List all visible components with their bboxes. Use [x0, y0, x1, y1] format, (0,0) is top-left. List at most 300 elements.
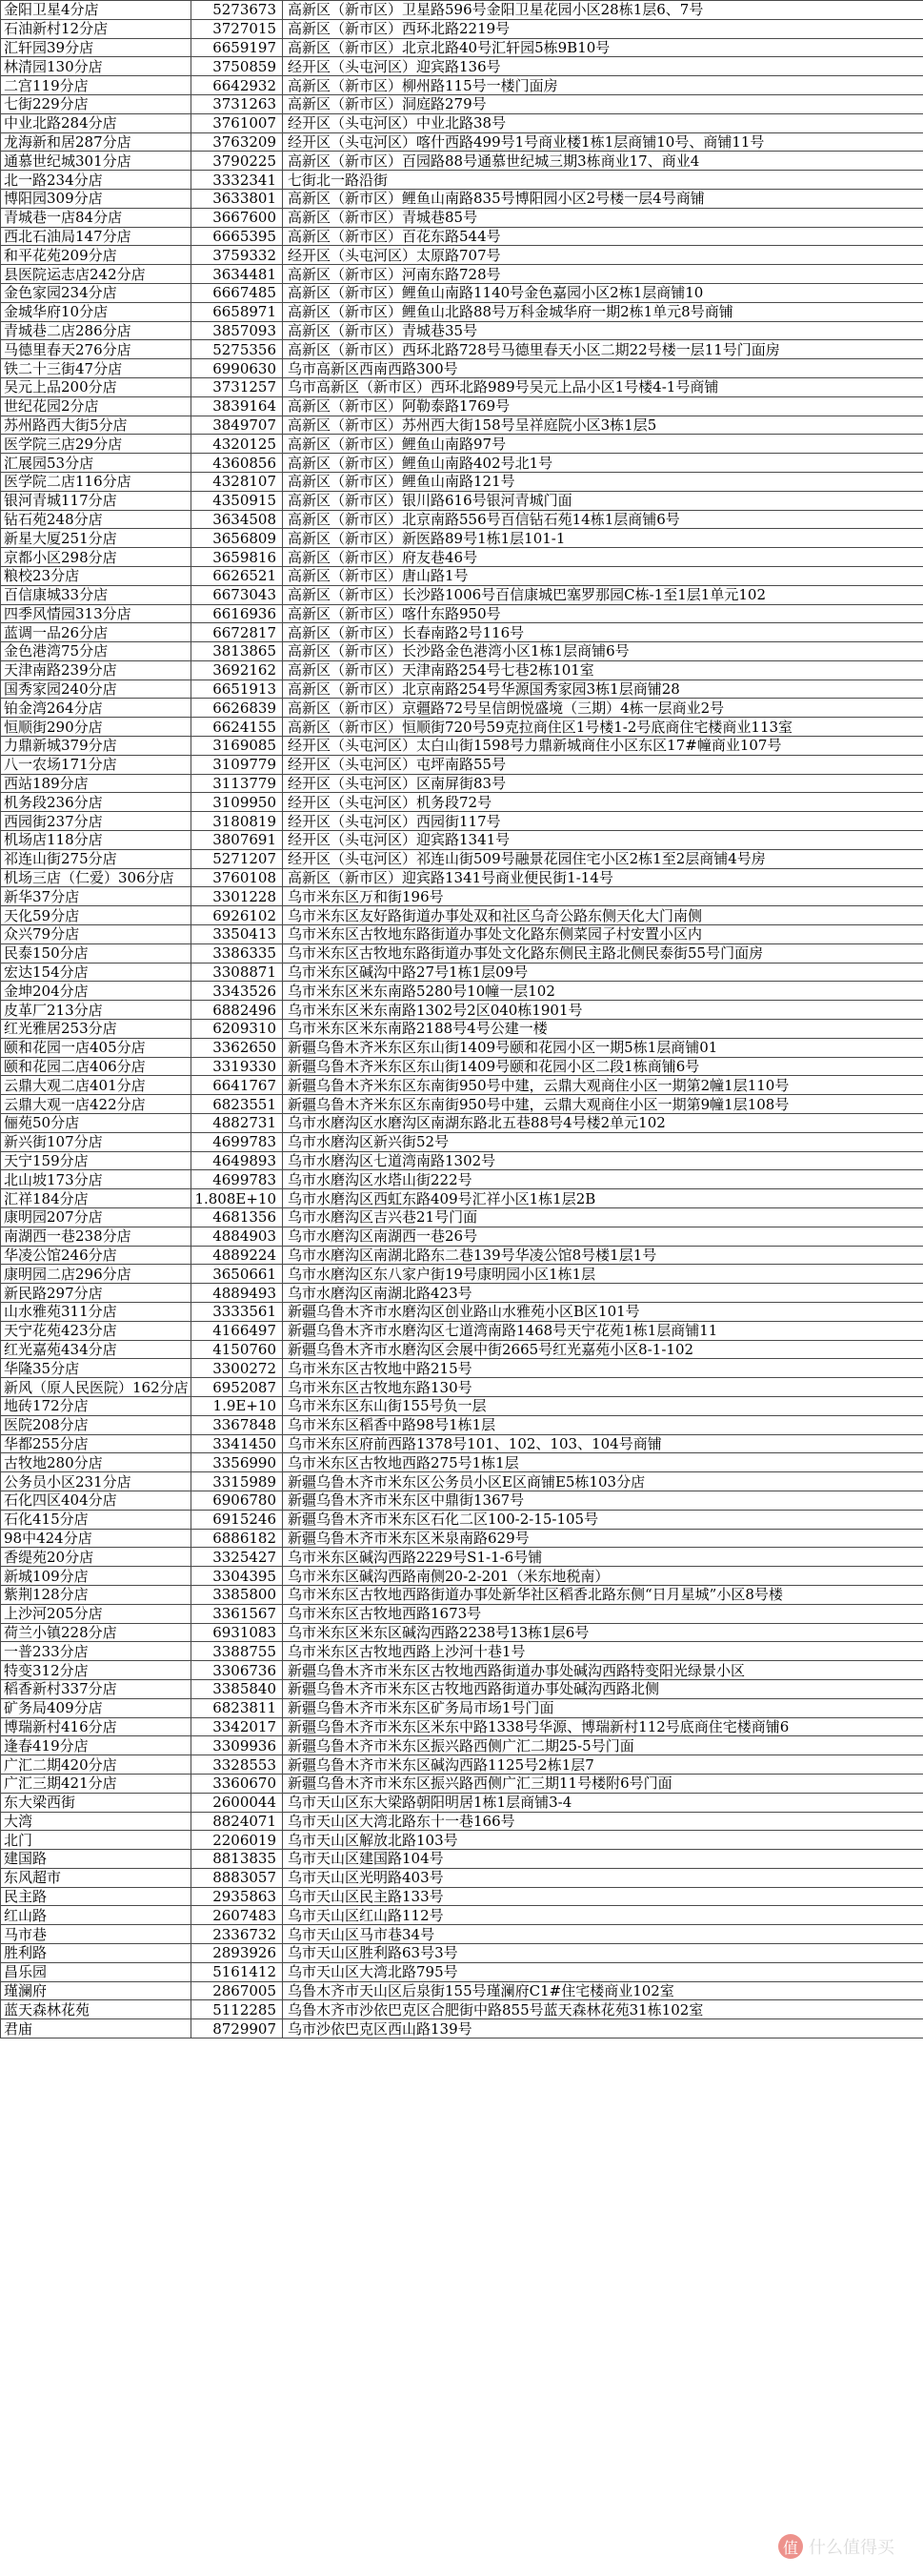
table-row [1, 623, 923, 642]
store-address-cell: 新疆乌鲁木齐市米东区米泉南路629号 [283, 1529, 923, 1548]
store-phone-cell: 3759332 [191, 246, 283, 265]
store-address-cell: 乌市米东区古牧地东路130号 [283, 1378, 923, 1397]
table-row [1, 76, 923, 95]
store-phone-cell: 3169085 [191, 737, 283, 756]
store-phone-cell: 1.9E+10 [191, 1396, 283, 1415]
store-phone-cell: 3328553 [191, 1755, 283, 1775]
store-address-cell: 高新区（新市区）青城巷35号 [283, 321, 923, 340]
store-name-cell: 东大梁西街 [1, 1793, 191, 1812]
store-phone-cell: 4320125 [191, 435, 283, 454]
store-phone-cell: 6672817 [191, 623, 283, 642]
store-address-cell: 高新区（新市区）迎宾路1341号商业便民街1-14号 [283, 868, 923, 887]
store-name-cell: 大湾 [1, 1812, 191, 1831]
store-address-cell: 高新区（新市区）长沙路金色港湾小区1栋1层商铺6号 [283, 642, 923, 661]
store-phone-cell: 6823811 [191, 1698, 283, 1717]
table-row [1, 831, 923, 850]
store-address-cell: 高新区（新市区）鲤鱼山南路835号博阳园小区2号楼一层4号商铺 [283, 189, 923, 208]
store-name-cell: 恒顺街290分店 [1, 718, 191, 737]
table-row [1, 529, 923, 548]
store-address-cell: 高新区（新市区）阿勒泰路1769号 [283, 396, 923, 416]
store-address-cell: 乌市米东区米东南路5280号10幢一层102 [283, 982, 923, 1001]
table-row [1, 1189, 923, 1208]
store-name-cell: 云鼎大观一店422分店 [1, 1095, 191, 1114]
store-address-cell: 新疆乌鲁木齐米东区东南街950号中建，云鼎大观商住小区一期第9幢1层108号 [283, 1095, 923, 1114]
store-address-cell: 高新区（新市区）鲤鱼山南路97号 [283, 435, 923, 454]
store-address-cell: 乌市水磨沟区东八家户街19号康明园小区1栋1层 [283, 1265, 923, 1284]
table-row [1, 359, 923, 378]
store-address-cell: 乌市米东区米东南路2188号4号公建一楼 [283, 1020, 923, 1039]
store-name-cell: 众兴79分店 [1, 925, 191, 944]
store-address-cell: 乌市天山区大湾北路东十一巷166号 [283, 1812, 923, 1831]
table-row [1, 189, 923, 208]
store-name-cell: 八一农场171分店 [1, 755, 191, 774]
store-phone-cell: 3634508 [191, 510, 283, 529]
store-name-cell: 红山路 [1, 1906, 191, 1925]
store-address-cell: 新疆乌鲁木齐市米东区古牧地西路街道办事处碱沟西路北侧 [283, 1679, 923, 1698]
store-name-cell: 林清园130分店 [1, 57, 191, 76]
table-row [1, 2000, 923, 2019]
store-name-cell: 北一路234分店 [1, 171, 191, 190]
table-row [1, 38, 923, 57]
table-row [1, 1604, 923, 1623]
store-address-cell: 新疆乌鲁木齐市米东区中鼎街1367号 [283, 1491, 923, 1510]
store-phone-cell: 3750859 [191, 57, 283, 76]
store-name-cell: 医学院三店29分店 [1, 435, 191, 454]
store-address-cell: 乌市水磨沟区七道湾南路1302号 [283, 1151, 923, 1170]
table-row [1, 57, 923, 76]
store-name-cell: 新风（原人民医院）162分店 [1, 1378, 191, 1397]
store-address-cell: 乌鲁木齐市天山区后泉街155号瑾澜府C1#住宅楼商业102室 [283, 1981, 923, 2000]
store-name-cell: 博瑞新村416分店 [1, 1717, 191, 1736]
store-name-cell: 世纪花园2分店 [1, 396, 191, 416]
table-row [1, 718, 923, 737]
store-name-cell: 新华37分店 [1, 887, 191, 906]
store-name-cell: 西站189分店 [1, 774, 191, 793]
table-row [1, 1925, 923, 1944]
store-address-cell: 高新区（新市区）西环北路728号马德里春天小区二期22号楼一层11号门面房 [283, 340, 923, 359]
store-name-cell: 皮革厂213分店 [1, 1001, 191, 1020]
store-phone-cell: 3315989 [191, 1472, 283, 1491]
store-phone-cell: 6673043 [191, 585, 283, 604]
store-phone-cell: 3332341 [191, 171, 283, 190]
store-phone-cell: 4882731 [191, 1114, 283, 1133]
store-phone-cell: 3300272 [191, 1359, 283, 1378]
store-table-body [1, 1, 923, 2038]
store-name-cell: 西北石油局147分店 [1, 227, 191, 246]
table-row [1, 755, 923, 774]
store-name-cell: 瑾澜府 [1, 1981, 191, 2000]
store-phone-cell: 2893926 [191, 1944, 283, 1963]
store-phone-cell: 3319330 [191, 1057, 283, 1076]
store-address-cell: 乌市水磨沟区南湖西一巷26号 [283, 1227, 923, 1246]
store-phone-cell: 2206019 [191, 1831, 283, 1850]
store-phone-cell: 6624155 [191, 718, 283, 737]
store-address-cell: 新疆乌鲁木齐市米东区古牧地西路街道办事处碱沟西路特变阳光绿景小区 [283, 1661, 923, 1680]
table-row [1, 396, 923, 416]
store-phone-cell: 5112285 [191, 2000, 283, 2019]
store-name-cell: 上沙河205分店 [1, 1604, 191, 1623]
store-name-cell: 马德里春天276分店 [1, 340, 191, 359]
table-row [1, 1755, 923, 1775]
store-address-cell: 乌市天山区解放北路103号 [283, 1831, 923, 1850]
store-phone-cell: 4699783 [191, 1132, 283, 1151]
store-phone-cell: 3356990 [191, 1453, 283, 1472]
store-name-cell: 昌乐园 [1, 1962, 191, 1981]
table-row [1, 1529, 923, 1548]
store-phone-cell: 6626839 [191, 699, 283, 718]
store-phone-cell: 2607483 [191, 1906, 283, 1925]
store-name-cell: 金色家园234分店 [1, 283, 191, 302]
store-address-cell: 乌市水磨沟区吉兴巷21号门面 [283, 1208, 923, 1227]
table-row [1, 1, 923, 20]
table-row [1, 1623, 923, 1642]
store-name-cell: 天宁159分店 [1, 1151, 191, 1170]
store-address-cell: 经开区（头屯河区）中业北路38号 [283, 113, 923, 132]
store-address-cell: 经开区（头屯河区）迎宾路1341号 [283, 831, 923, 850]
table-row [1, 1284, 923, 1303]
store-name-cell: 北山坡173分店 [1, 1170, 191, 1189]
table-row [1, 679, 923, 699]
table-row [1, 906, 923, 925]
store-name-cell: 新民路297分店 [1, 1284, 191, 1303]
store-name-cell: 青城巷一店84分店 [1, 208, 191, 227]
store-phone-cell: 3109950 [191, 793, 283, 812]
store-name-cell: 和平花苑209分店 [1, 246, 191, 265]
store-phone-cell: 3333561 [191, 1302, 283, 1321]
store-name-cell: 天宁花苑423分店 [1, 1321, 191, 1340]
table-row [1, 1698, 923, 1717]
table-row [1, 737, 923, 756]
table-row [1, 1114, 923, 1133]
store-name-cell: 四季风情园313分店 [1, 604, 191, 623]
table-row [1, 283, 923, 302]
store-name-cell: 苏州路西大街5分店 [1, 416, 191, 435]
store-name-cell: 通慕世纪城301分店 [1, 152, 191, 171]
store-address-cell: 高新区（新市区）喀什东路950号 [283, 604, 923, 623]
table-row [1, 227, 923, 246]
store-phone-cell: 4699783 [191, 1170, 283, 1189]
store-name-cell: 医学院二店116分店 [1, 472, 191, 491]
table-row [1, 548, 923, 567]
store-name-cell: 民主路 [1, 1887, 191, 1906]
store-address-cell: 乌市高新区（新市区）西环北路989号吴元上品小区1号楼4-1号商铺 [283, 377, 923, 396]
table-row [1, 1793, 923, 1812]
store-address-cell: 乌市水磨沟区水塔山街222号 [283, 1170, 923, 1189]
store-address-cell: 乌市米东区古牧地西路上沙河十巷1号 [283, 1642, 923, 1661]
store-name-cell: 医院208分店 [1, 1415, 191, 1434]
store-address-cell: 乌市天山区胜利路63号3号 [283, 1944, 923, 1963]
store-name-cell: 香缇苑20分店 [1, 1548, 191, 1567]
store-address-cell: 经开区（头屯河区）屯坪南路55号 [283, 755, 923, 774]
store-phone-cell: 6658971 [191, 302, 283, 321]
store-phone-cell: 2600044 [191, 1793, 283, 1812]
store-phone-cell: 3692162 [191, 660, 283, 679]
table-row [1, 1661, 923, 1680]
store-name-cell: 铁二十三街47分店 [1, 359, 191, 378]
store-name-cell: 荷兰小镇228分店 [1, 1623, 191, 1642]
table-row [1, 1020, 923, 1039]
store-name-cell: 逢春419分店 [1, 1736, 191, 1755]
table-row [1, 1510, 923, 1529]
store-name-cell: 银河青城117分店 [1, 491, 191, 510]
table-row [1, 1981, 923, 2000]
store-name-cell: 汇轩园39分店 [1, 38, 191, 57]
table-row [1, 868, 923, 887]
store-name-cell: 稻香新村337分店 [1, 1679, 191, 1698]
store-phone-cell: 4649893 [191, 1151, 283, 1170]
store-phone-cell: 3807691 [191, 831, 283, 850]
store-name-cell: 博阳园309分店 [1, 189, 191, 208]
table-row [1, 1340, 923, 1359]
store-address-cell: 新疆乌鲁木齐市米东区碱沟西路1125号2栋1层7 [283, 1755, 923, 1775]
store-phone-cell: 3360670 [191, 1774, 283, 1793]
store-name-cell: 七街229分店 [1, 94, 191, 113]
store-phone-cell: 6926102 [191, 906, 283, 925]
table-row [1, 1227, 923, 1246]
table-row [1, 1887, 923, 1906]
table-row [1, 1001, 923, 1020]
store-name-cell: 宏达154分店 [1, 963, 191, 982]
table-row [1, 887, 923, 906]
table-row [1, 1038, 923, 1057]
store-address-cell: 乌市水磨沟区水磨沟区南湖东路北五巷88号4号楼2单元102 [283, 1114, 923, 1133]
store-name-cell: 京都小区298分店 [1, 548, 191, 567]
store-address-cell: 经开区（头屯河区）区南屏街83号 [283, 774, 923, 793]
store-name-cell: 铂金湾264分店 [1, 699, 191, 718]
store-name-cell: 新城109分店 [1, 1567, 191, 1586]
store-name-cell: 金坤204分店 [1, 982, 191, 1001]
store-phone-cell: 3385800 [191, 1585, 283, 1604]
store-address-cell: 新疆乌鲁木齐市水磨沟区七道湾南路1468号天宁花苑1栋1层商铺11 [283, 1321, 923, 1340]
store-name-cell: 石油新村12分店 [1, 19, 191, 38]
store-name-cell: 一普233分店 [1, 1642, 191, 1661]
store-phone-cell: 3343526 [191, 982, 283, 1001]
store-phone-cell: 6667485 [191, 283, 283, 302]
store-phone-cell: 4889493 [191, 1284, 283, 1303]
store-address-cell: 高新区（新市区）银川路616号银河青城门面 [283, 491, 923, 510]
table-row [1, 1642, 923, 1661]
store-address-cell: 乌市米东区古牧地西路275号1栋1层 [283, 1453, 923, 1472]
table-row [1, 982, 923, 1001]
store-address-cell: 乌市米东区古牧地西路街道办事处新华社区稻香北路东侧“日月星城”小区8号楼 [283, 1585, 923, 1604]
store-name-cell: 百信康城33分店 [1, 585, 191, 604]
store-address-cell: 高新区（新市区）鲤鱼山北路88号万科金城华府一期2栋1单元8号商铺 [283, 302, 923, 321]
store-name-cell: 公务员小区231分店 [1, 1472, 191, 1491]
store-name-cell: 98中424分店 [1, 1529, 191, 1548]
table-row [1, 113, 923, 132]
store-address-cell: 高新区（新市区）长沙路1006号百信康城巴塞罗那园C栋-1至1层1单元102 [283, 585, 923, 604]
store-address-cell: 乌市米东区友好路街道办事处双和社区乌奇公路东侧天化大门南侧 [283, 906, 923, 925]
store-phone-cell: 4889224 [191, 1246, 283, 1265]
store-phone-cell: 6886182 [191, 1529, 283, 1548]
store-address-cell: 乌市米东区米东区碱沟西路2238号13栋1层6号 [283, 1623, 923, 1642]
table-row [1, 454, 923, 473]
store-phone-cell: 3367848 [191, 1415, 283, 1434]
store-name-cell: 新兴街107分店 [1, 1132, 191, 1151]
store-address-cell: 新疆乌鲁木齐市水磨沟区会展中街2665号红光嘉苑小区8-1-102 [283, 1340, 923, 1359]
store-phone-cell: 3667600 [191, 208, 283, 227]
store-name-cell: 康明园二店296分店 [1, 1265, 191, 1284]
table-row [1, 208, 923, 227]
store-phone-cell: 4884903 [191, 1227, 283, 1246]
store-address-cell: 新疆乌鲁木齐米东区东山街1409号颐和花园小区一期5栋1层商铺01 [283, 1038, 923, 1057]
store-phone-cell: 3659816 [191, 548, 283, 567]
store-name-cell: 颐和花园二店406分店 [1, 1057, 191, 1076]
store-name-cell: 建国路 [1, 1850, 191, 1869]
table-row [1, 1321, 923, 1340]
store-address-cell: 乌市水磨沟区新兴街52号 [283, 1132, 923, 1151]
store-address-cell: 乌市沙依巴克区西山路139号 [283, 2019, 923, 2038]
store-name-cell: 山水雅苑311分店 [1, 1302, 191, 1321]
store-phone-cell: 8729907 [191, 2019, 283, 2038]
store-address-cell: 乌市米东区碱沟西路南侧20-2-201（米东地税南） [283, 1567, 923, 1586]
store-phone-cell: 3109779 [191, 755, 283, 774]
store-name-cell: 天津南路239分店 [1, 660, 191, 679]
table-row [1, 377, 923, 396]
store-name-cell: 二宫119分店 [1, 76, 191, 95]
store-address-cell: 乌鲁木齐市沙依巴克区合肥街中路855号蓝天森林花苑31栋102室 [283, 2000, 923, 2019]
table-row [1, 585, 923, 604]
store-phone-cell: 3633801 [191, 189, 283, 208]
store-name-cell: 金阳卫星4分店 [1, 1, 191, 20]
table-row [1, 642, 923, 661]
store-name-cell: 康明园207分店 [1, 1208, 191, 1227]
store-address-cell: 乌市米东区万和街196号 [283, 887, 923, 906]
table-row [1, 510, 923, 529]
table-row [1, 1491, 923, 1510]
store-name-cell: 龙海新和居287分店 [1, 132, 191, 152]
store-address-cell: 高新区（新市区）西环北路2219号 [283, 19, 923, 38]
store-name-cell: 蓝调一品26分店 [1, 623, 191, 642]
store-address-cell: 高新区（新市区）鲤鱼山南路121号 [283, 472, 923, 491]
table-row [1, 302, 923, 321]
store-name-cell: 特变312分店 [1, 1661, 191, 1680]
store-name-cell: 力鼎新城379分店 [1, 737, 191, 756]
store-phone-cell: 4328107 [191, 472, 283, 491]
table-row [1, 1396, 923, 1415]
store-address-cell: 乌市米东区东山街155号负一层 [283, 1396, 923, 1415]
store-name-cell: 紫荆128分店 [1, 1585, 191, 1604]
table-row [1, 1076, 923, 1095]
store-phone-cell: 1.808E+10 [191, 1189, 283, 1208]
store-phone-cell: 3113779 [191, 774, 283, 793]
table-row [1, 472, 923, 491]
store-phone-cell: 3385840 [191, 1679, 283, 1698]
store-phone-cell: 6823551 [191, 1095, 283, 1114]
store-name-cell: 新星大厦251分店 [1, 529, 191, 548]
table-row [1, 246, 923, 265]
store-address-cell: 高新区（新市区）鲤鱼山南路1140号金色嘉园小区2栋1层商铺10 [283, 283, 923, 302]
store-name-cell: 南湖西一巷238分店 [1, 1227, 191, 1246]
watermark-text: 什么值得买 [809, 2538, 894, 2558]
store-name-cell: 国秀家园240分店 [1, 679, 191, 699]
watermark [778, 2534, 894, 2559]
store-phone-cell: 4360856 [191, 454, 283, 473]
store-phone-cell: 6626521 [191, 566, 283, 585]
store-address-cell: 乌市米东区碱沟西路2229号S1-1-6号铺 [283, 1548, 923, 1567]
store-name-cell: 北门 [1, 1831, 191, 1850]
store-address-cell: 经开区（头屯河区）祁连山街509号融景花园住宅小区2栋1至2层商铺4号房 [283, 849, 923, 868]
store-phone-cell: 3727015 [191, 19, 283, 38]
store-name-cell: 机场三店（仁爱）306分店 [1, 868, 191, 887]
store-name-cell: 颐和花园一店405分店 [1, 1038, 191, 1057]
store-phone-cell: 6641767 [191, 1076, 283, 1095]
store-name-cell: 华都255分店 [1, 1434, 191, 1453]
store-phone-cell: 6906780 [191, 1491, 283, 1510]
store-phone-cell: 4166497 [191, 1321, 283, 1340]
table-row [1, 1095, 923, 1114]
store-address-cell: 经开区（头屯河区）西园街117号 [283, 812, 923, 831]
table-row [1, 1812, 923, 1831]
store-address-cell: 乌市天山区光明路403号 [283, 1868, 923, 1887]
store-address-cell: 高新区（新市区）北京南路556号百信钻石苑14栋1层商铺6号 [283, 510, 923, 529]
table-row [1, 604, 923, 623]
table-row [1, 963, 923, 982]
store-name-cell: 金城华府10分店 [1, 302, 191, 321]
store-address-cell: 高新区（新市区）鲤鱼山南路402号北1号 [283, 454, 923, 473]
store-address-cell: 高新区（新市区）唐山路1号 [283, 566, 923, 585]
store-phone-cell: 4150760 [191, 1340, 283, 1359]
store-name-cell: 古牧地280分店 [1, 1453, 191, 1472]
store-address-cell: 七街北一路沿街 [283, 171, 923, 190]
store-address-cell: 经开区（头屯河区）喀什西路499号1号商业楼1栋1层商铺10号、商铺11号 [283, 132, 923, 152]
store-address-cell: 高新区（新市区）京疆路72号呈信朗悦盛境（三期）4栋一层商业2号 [283, 699, 923, 718]
table-row [1, 849, 923, 868]
store-name-cell: 机务段236分店 [1, 793, 191, 812]
table-row [1, 416, 923, 435]
store-phone-cell: 3790225 [191, 152, 283, 171]
store-name-cell: 中业北路284分店 [1, 113, 191, 132]
store-address-cell: 乌市水磨沟区西虹东路409号汇祥小区1栋1层2B [283, 1189, 923, 1208]
store-phone-cell: 6882496 [191, 1001, 283, 1020]
store-address-cell: 高新区（新市区）青城巷85号 [283, 208, 923, 227]
store-phone-cell: 5275356 [191, 340, 283, 359]
table-row [1, 152, 923, 171]
store-phone-cell: 3388755 [191, 1642, 283, 1661]
table-row [1, 1679, 923, 1698]
table-row [1, 1434, 923, 1453]
store-name-cell: 红光嘉苑434分店 [1, 1340, 191, 1359]
store-phone-cell: 6915246 [191, 1510, 283, 1529]
store-name-cell: 红光雅居253分店 [1, 1020, 191, 1039]
store-address-cell: 新疆乌鲁木齐市米东区米东中路1338号华源、博瑞新村112号底商住宅楼商铺6 [283, 1717, 923, 1736]
table-row [1, 699, 923, 718]
store-phone-cell: 3306736 [191, 1661, 283, 1680]
table-row [1, 1868, 923, 1887]
store-address-cell: 新疆乌鲁木齐市米东区公务员小区E区商铺E5栋103分店 [283, 1472, 923, 1491]
table-row [1, 1132, 923, 1151]
store-address-cell: 高新区（新市区）长春南路2号116号 [283, 623, 923, 642]
store-phone-cell: 3308871 [191, 963, 283, 982]
table-row [1, 1170, 923, 1189]
store-name-cell: 粮校23分店 [1, 566, 191, 585]
store-address-cell: 新疆乌鲁木齐米东区东南街950号中建，云鼎大观商住小区一期第2幢1层110号 [283, 1076, 923, 1095]
store-name-cell: 金色港湾75分店 [1, 642, 191, 661]
store-address-cell: 新疆乌鲁木齐市米东区振兴路西侧广汇三期11号楼附6号门面 [283, 1774, 923, 1793]
table-row [1, 1850, 923, 1869]
table-row [1, 1453, 923, 1472]
store-name-cell: 地砖172分店 [1, 1396, 191, 1415]
store-address-cell: 高新区（新市区）百花东路544号 [283, 227, 923, 246]
store-address-cell: 经开区（头屯河区）太白山街1598号力鼎新城商住小区东区17#幢商业107号 [283, 737, 923, 756]
table-row [1, 2019, 923, 2038]
table-row [1, 1057, 923, 1076]
store-address-cell: 高新区（新市区）北京南路254号华源国秀家园3栋1层商铺28 [283, 679, 923, 699]
store-address-cell: 乌市米东区稻香中路98号1栋1层 [283, 1415, 923, 1434]
table-row [1, 1774, 923, 1793]
store-address-cell: 高新区（新市区）新医路89号1栋1层101-1 [283, 529, 923, 548]
store-address-cell: 乌市高新区西南西路300号 [283, 359, 923, 378]
